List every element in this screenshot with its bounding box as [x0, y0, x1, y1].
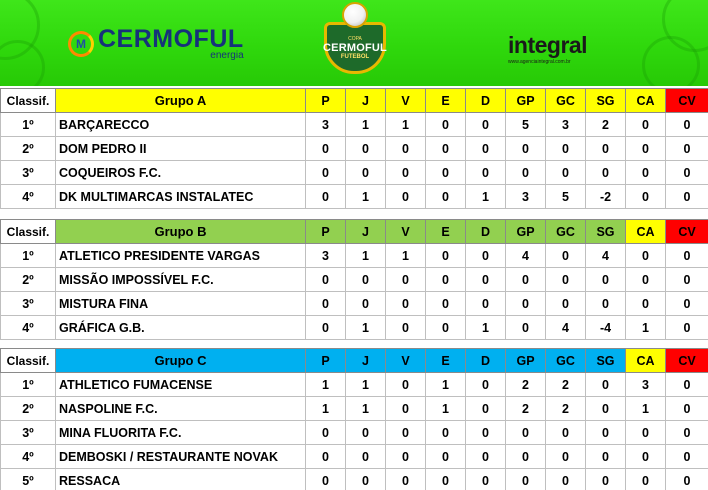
stat-cell-ca: 0 [626, 268, 666, 292]
soccer-ball-icon [342, 2, 368, 28]
position-cell: 1º [1, 244, 56, 268]
stat-cell-d: 0 [466, 161, 506, 185]
stat-cell-gp: 5 [506, 113, 546, 137]
stat-cell-p: 3 [306, 113, 346, 137]
stat-cell-sg: 0 [586, 469, 626, 490]
column-header-j: J [346, 349, 386, 373]
position-cell: 2º [1, 397, 56, 421]
cermoful-sub: energia [210, 50, 244, 61]
stat-cell-cv: 0 [666, 373, 708, 397]
stat-cell-gp: 0 [506, 137, 546, 161]
integral-brand: integral [508, 32, 588, 58]
header-row [1, 89, 708, 113]
stat-cell-v: 0 [386, 373, 426, 397]
header-banner [0, 0, 708, 86]
stat-cell-gc: 0 [546, 292, 586, 316]
stat-cell-v: 0 [386, 292, 426, 316]
stat-cell-gp: 4 [506, 244, 546, 268]
stat-cell-j: 1 [346, 373, 386, 397]
stat-cell-gp: 0 [506, 469, 546, 490]
tournament-crest [322, 2, 388, 80]
column-header-p: P [306, 89, 346, 113]
table-row [1, 137, 708, 161]
team-name-cell: DK MULTIMARCAS INSTALATEC [56, 185, 306, 209]
column-header-gc: GC [546, 220, 586, 244]
stat-cell-ca: 0 [626, 137, 666, 161]
stat-cell-ca: 0 [626, 161, 666, 185]
table-row [1, 421, 708, 445]
column-header-e: E [426, 349, 466, 373]
column-header-d: D [466, 220, 506, 244]
table-row [1, 373, 708, 397]
stat-cell-j: 0 [346, 161, 386, 185]
stat-cell-p: 0 [306, 316, 346, 340]
team-name-cell: NASPOLINE F.C. [56, 397, 306, 421]
stat-cell-gc: 0 [546, 161, 586, 185]
stat-cell-cv: 0 [666, 316, 708, 340]
position-cell: 1º [1, 373, 56, 397]
stat-cell-sg: 4 [586, 244, 626, 268]
team-name-cell: COQUEIROS F.C. [56, 161, 306, 185]
stat-cell-v: 0 [386, 469, 426, 490]
stat-cell-v: 0 [386, 268, 426, 292]
stat-cell-cv: 0 [666, 161, 708, 185]
stat-cell-j: 0 [346, 268, 386, 292]
stat-cell-gc: 2 [546, 373, 586, 397]
stat-cell-cv: 0 [666, 421, 708, 445]
stat-cell-v: 1 [386, 244, 426, 268]
cermoful-brand: CERMOFUL [98, 25, 244, 53]
stat-cell-j: 1 [346, 316, 386, 340]
column-header-ca: CA [626, 220, 666, 244]
column-header-p: P [306, 220, 346, 244]
column-header-j: J [346, 220, 386, 244]
stat-cell-d: 0 [466, 421, 506, 445]
stat-cell-d: 0 [466, 445, 506, 469]
header-row [1, 349, 708, 373]
stat-cell-gp: 0 [506, 445, 546, 469]
stat-cell-gc: 3 [546, 113, 586, 137]
table-row [1, 316, 708, 340]
group-b-table [0, 219, 708, 340]
stat-cell-gc: 0 [546, 469, 586, 490]
stat-cell-d: 0 [466, 137, 506, 161]
column-header-ca: CA [626, 89, 666, 113]
stat-cell-e: 0 [426, 161, 466, 185]
classif-header: Classif. [1, 349, 56, 373]
column-header-gp: GP [506, 349, 546, 373]
integral-site: www.agenciaintegral.com.br [508, 59, 571, 65]
stat-cell-p: 1 [306, 373, 346, 397]
stat-cell-v: 1 [386, 113, 426, 137]
stat-cell-j: 1 [346, 244, 386, 268]
stat-cell-cv: 0 [666, 445, 708, 469]
stat-cell-cv: 0 [666, 244, 708, 268]
stat-cell-p: 0 [306, 445, 346, 469]
stat-cell-sg: -2 [586, 185, 626, 209]
stat-cell-p: 0 [306, 421, 346, 445]
stat-cell-p: 0 [306, 268, 346, 292]
group-c-table [0, 348, 708, 490]
stat-cell-e: 0 [426, 244, 466, 268]
soccer-ball-icon [642, 36, 700, 86]
table-row [1, 292, 708, 316]
stat-cell-j: 0 [346, 445, 386, 469]
stat-cell-cv: 0 [666, 185, 708, 209]
team-name-cell: MINA FLUORITA F.C. [56, 421, 306, 445]
stat-cell-d: 0 [466, 292, 506, 316]
table-row [1, 469, 708, 490]
stat-cell-e: 0 [426, 113, 466, 137]
column-header-gc: GC [546, 89, 586, 113]
stat-cell-d: 0 [466, 268, 506, 292]
stat-cell-gp: 0 [506, 292, 546, 316]
stat-cell-v: 0 [386, 316, 426, 340]
stat-cell-e: 0 [426, 185, 466, 209]
stat-cell-v: 0 [386, 421, 426, 445]
stat-cell-ca: 0 [626, 292, 666, 316]
stat-cell-p: 1 [306, 397, 346, 421]
team-name-cell: RESSACA [56, 469, 306, 490]
stat-cell-d: 0 [466, 113, 506, 137]
stat-cell-gp: 0 [506, 161, 546, 185]
stat-cell-gp: 2 [506, 373, 546, 397]
stat-cell-e: 0 [426, 445, 466, 469]
stat-cell-j: 0 [346, 421, 386, 445]
stat-cell-v: 0 [386, 161, 426, 185]
soccer-ball-icon [0, 40, 45, 86]
table-row [1, 113, 708, 137]
crest-line1: COPA [348, 36, 362, 42]
stat-cell-ca: 0 [626, 469, 666, 490]
column-header-v: V [386, 349, 426, 373]
team-name-cell: MISSÃO IMPOSSÍVEL F.C. [56, 268, 306, 292]
stat-cell-v: 0 [386, 445, 426, 469]
stat-cell-sg: 0 [586, 445, 626, 469]
column-header-sg: SG [586, 220, 626, 244]
column-header-sg: SG [586, 349, 626, 373]
stat-cell-gc: 5 [546, 185, 586, 209]
stat-cell-gp: 0 [506, 421, 546, 445]
position-cell: 1º [1, 113, 56, 137]
column-header-cv: CV [666, 220, 708, 244]
position-cell: 4º [1, 445, 56, 469]
column-header-e: E [426, 89, 466, 113]
team-name-cell: ATLETICO PRESIDENTE VARGAS [56, 244, 306, 268]
stat-cell-sg: -4 [586, 316, 626, 340]
group-title: Grupo A [56, 89, 306, 113]
stat-cell-gc: 0 [546, 268, 586, 292]
team-name-cell: GRÁFICA G.B. [56, 316, 306, 340]
stat-cell-cv: 0 [666, 469, 708, 490]
stat-cell-d: 0 [466, 373, 506, 397]
table-row [1, 268, 708, 292]
table-row [1, 445, 708, 469]
stat-cell-ca: 1 [626, 316, 666, 340]
stat-cell-p: 0 [306, 292, 346, 316]
stat-cell-v: 0 [386, 185, 426, 209]
stat-cell-cv: 0 [666, 268, 708, 292]
table-row [1, 185, 708, 209]
position-cell: 4º [1, 316, 56, 340]
stat-cell-cv: 0 [666, 137, 708, 161]
stat-cell-sg: 0 [586, 137, 626, 161]
crest-line2: CERMOFUL [323, 42, 387, 54]
position-cell: 5º [1, 469, 56, 490]
stat-cell-ca: 1 [626, 397, 666, 421]
stat-cell-gc: 0 [546, 244, 586, 268]
crest-line3: FUTEBOL [340, 54, 370, 60]
stat-cell-gc: 0 [546, 445, 586, 469]
stat-cell-cv: 0 [666, 397, 708, 421]
stat-cell-cv: 0 [666, 292, 708, 316]
classif-header: Classif. [1, 220, 56, 244]
position-cell: 3º [1, 421, 56, 445]
stat-cell-j: 1 [346, 397, 386, 421]
stat-cell-e: 0 [426, 421, 466, 445]
stat-cell-gp: 3 [506, 185, 546, 209]
stat-cell-v: 0 [386, 137, 426, 161]
stat-cell-gp: 0 [506, 268, 546, 292]
stat-cell-d: 1 [466, 316, 506, 340]
stat-cell-ca: 0 [626, 244, 666, 268]
stat-cell-e: 0 [426, 469, 466, 490]
group-title: Grupo C [56, 349, 306, 373]
column-header-gp: GP [506, 220, 546, 244]
stat-cell-p: 0 [306, 137, 346, 161]
stat-cell-d: 0 [466, 469, 506, 490]
stat-cell-gc: 0 [546, 421, 586, 445]
column-header-ca: CA [626, 349, 666, 373]
stat-cell-j: 0 [346, 469, 386, 490]
stat-cell-sg: 0 [586, 161, 626, 185]
position-cell: 3º [1, 292, 56, 316]
column-header-v: V [386, 220, 426, 244]
stat-cell-gc: 4 [546, 316, 586, 340]
team-name-cell: DEMBOSKI / RESTAURANTE NOVAK [56, 445, 306, 469]
crest-shield [324, 22, 386, 74]
team-name-cell: BARÇARECCO [56, 113, 306, 137]
stat-cell-e: 0 [426, 292, 466, 316]
stat-cell-sg: 0 [586, 421, 626, 445]
stat-cell-d: 0 [466, 244, 506, 268]
stat-cell-gc: 0 [546, 137, 586, 161]
stat-cell-e: 1 [426, 397, 466, 421]
column-header-cv: CV [666, 89, 708, 113]
stat-cell-cv: 0 [666, 113, 708, 137]
stat-cell-p: 0 [306, 161, 346, 185]
column-header-e: E [426, 220, 466, 244]
stat-cell-j: 0 [346, 292, 386, 316]
column-header-p: P [306, 349, 346, 373]
team-name-cell: ATHLETICO FUMACENSE [56, 373, 306, 397]
classif-header: Classif. [1, 89, 56, 113]
stat-cell-p: 0 [306, 185, 346, 209]
position-cell: 2º [1, 137, 56, 161]
column-header-d: D [466, 349, 506, 373]
stat-cell-gp: 0 [506, 316, 546, 340]
stat-cell-p: 0 [306, 469, 346, 490]
stat-cell-e: 1 [426, 373, 466, 397]
team-name-cell: DOM PEDRO II [56, 137, 306, 161]
stat-cell-d: 0 [466, 397, 506, 421]
stat-cell-j: 1 [346, 113, 386, 137]
stat-cell-j: 0 [346, 137, 386, 161]
column-header-j: J [346, 89, 386, 113]
stat-cell-ca: 0 [626, 445, 666, 469]
stat-cell-gp: 2 [506, 397, 546, 421]
position-cell: 3º [1, 161, 56, 185]
stat-cell-ca: 0 [626, 185, 666, 209]
table-row [1, 244, 708, 268]
stat-cell-v: 0 [386, 397, 426, 421]
stat-cell-j: 1 [346, 185, 386, 209]
integral-logo [508, 34, 598, 65]
stat-cell-sg: 0 [586, 397, 626, 421]
stat-cell-sg: 0 [586, 292, 626, 316]
stat-cell-ca: 3 [626, 373, 666, 397]
group-a-table [0, 88, 708, 209]
cermoful-mark-icon: M [68, 31, 94, 57]
column-header-sg: SG [586, 89, 626, 113]
stat-cell-sg: 0 [586, 268, 626, 292]
stat-cell-d: 1 [466, 185, 506, 209]
column-header-v: V [386, 89, 426, 113]
position-cell: 2º [1, 268, 56, 292]
stat-cell-sg: 2 [586, 113, 626, 137]
stat-cell-gc: 2 [546, 397, 586, 421]
team-name-cell: MISTURA FINA [56, 292, 306, 316]
stat-cell-p: 3 [306, 244, 346, 268]
column-header-d: D [466, 89, 506, 113]
table-row [1, 161, 708, 185]
column-header-gc: GC [546, 349, 586, 373]
table-row [1, 397, 708, 421]
position-cell: 4º [1, 185, 56, 209]
stat-cell-e: 0 [426, 316, 466, 340]
column-header-gp: GP [506, 89, 546, 113]
stat-cell-ca: 0 [626, 113, 666, 137]
header-row [1, 220, 708, 244]
cermoful-logo [68, 24, 244, 64]
group-title: Grupo B [56, 220, 306, 244]
stat-cell-sg: 0 [586, 373, 626, 397]
stat-cell-e: 0 [426, 268, 466, 292]
stat-cell-ca: 0 [626, 421, 666, 445]
column-header-cv: CV [666, 349, 708, 373]
stat-cell-e: 0 [426, 137, 466, 161]
